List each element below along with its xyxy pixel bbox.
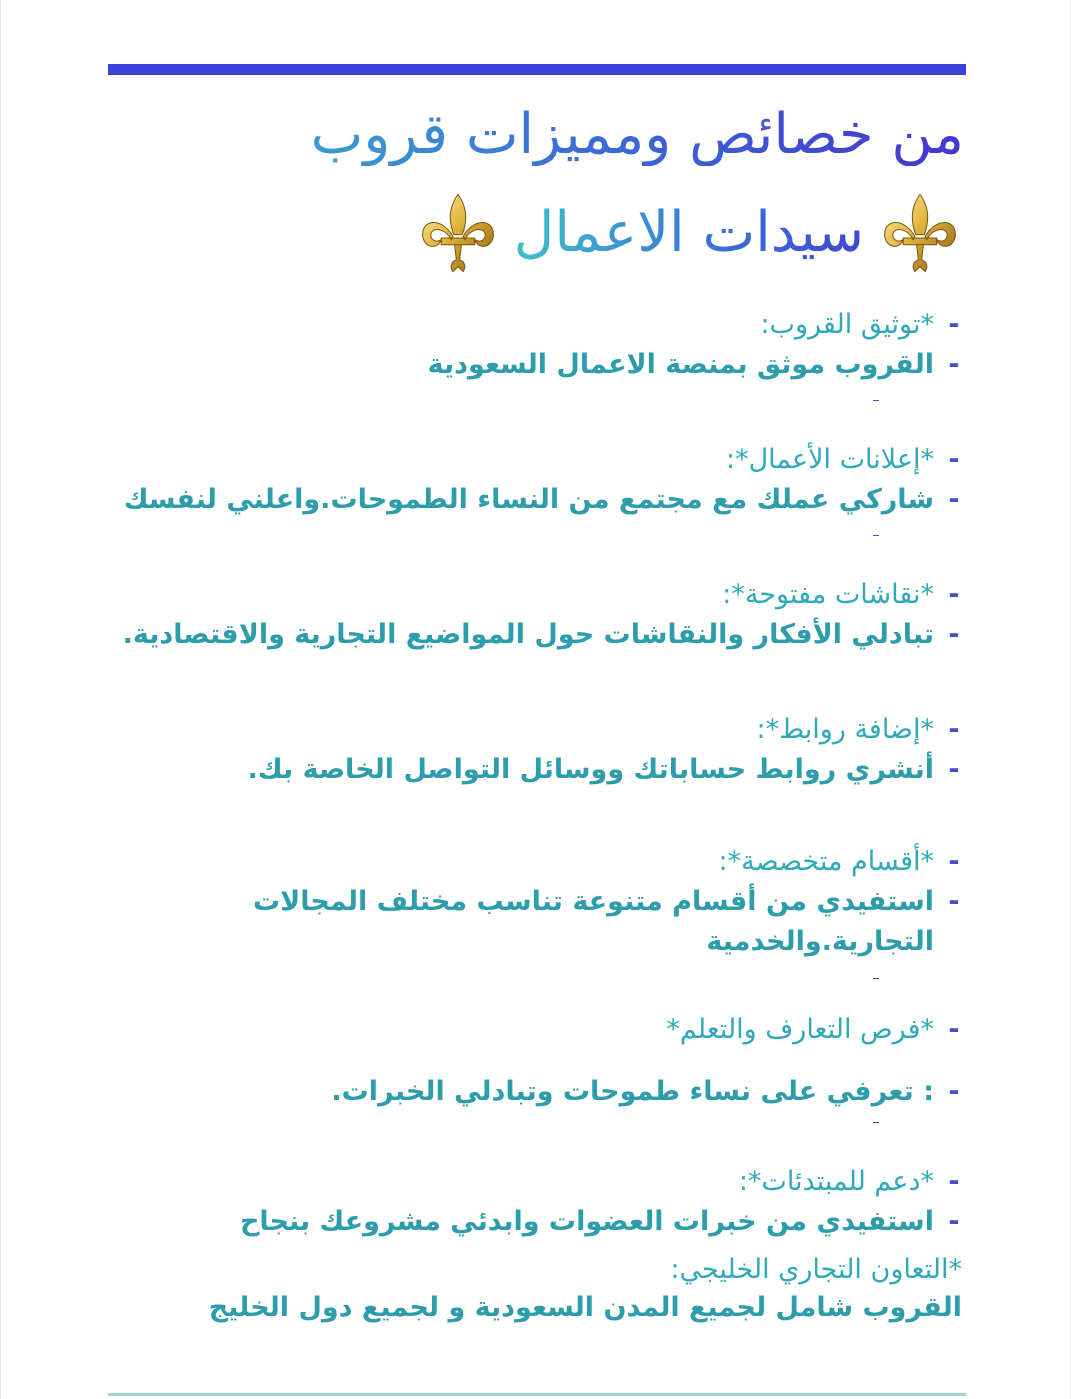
tick-mark xyxy=(873,1122,879,1123)
feature-section-7 xyxy=(104,1162,964,1242)
tick-mark xyxy=(873,978,879,979)
section-body: - استفيدي من خبرات العضوات وابدئي مشروعك بنجاح xyxy=(104,1202,964,1242)
section-body-continued: التجارية.والخدمية xyxy=(706,926,934,957)
feature-section-3 xyxy=(104,575,964,655)
bullet-dash: - xyxy=(948,846,960,877)
section-body: - استفيدي من أقسام متنوعة تناسب مختلف المجالات xyxy=(104,882,964,922)
bullet-dash: - xyxy=(948,1206,960,1237)
feature-section-1 xyxy=(104,305,964,385)
bullet-dash: - xyxy=(948,886,960,917)
bullet-dash: - xyxy=(948,754,960,785)
fleur-de-lis-icon xyxy=(416,191,500,275)
fleur-de-lis-icon xyxy=(878,191,962,275)
bullet-dash: - xyxy=(948,444,960,475)
feature-section-4 xyxy=(104,710,964,790)
top-divider xyxy=(108,64,966,75)
bullet-dash: - xyxy=(948,714,960,745)
tick-mark xyxy=(873,400,879,401)
footer-body: القروب شامل لجميع المدن السعودية و لجميع دول الخليج xyxy=(208,1292,962,1323)
section-body: - : تعرفي على نساء طموحات وتبادلي الخبرات. xyxy=(104,1072,964,1112)
page-title-line-2: سيدات الاعمال xyxy=(513,200,864,266)
bullet-dash: - xyxy=(948,1166,960,1197)
section-body: - شاركي عملك مع مجتمع من النساء الطموحات.واعلني لنفسك xyxy=(104,480,964,520)
section-heading: - *فرص التعارف والتعلم* xyxy=(104,1010,964,1050)
section-body: - تبادلي الأفكار والنقاشات حول المواضيع التجارية والاقتصادية. xyxy=(104,615,964,655)
bullet-dash: - xyxy=(948,484,960,515)
tick-mark xyxy=(873,535,879,536)
section-heading: - *أقسام متخصصة*: xyxy=(104,842,964,882)
feature-section-5 xyxy=(104,842,964,962)
bullet-dash: - xyxy=(948,579,960,610)
bullet-dash: - xyxy=(948,1076,960,1107)
page-title-line-2-row xyxy=(362,188,962,278)
section-heading: - *دعم للمبتدئات*: xyxy=(104,1162,964,1202)
page-title-line-1: من خصائص ومميزات قروب xyxy=(104,104,964,166)
bullet-dash: - xyxy=(948,1014,960,1045)
bullet-dash: - xyxy=(948,619,960,650)
footer-section xyxy=(102,1252,962,1328)
section-heading: - *إعلانات الأعمال*: xyxy=(104,440,964,480)
bullet-dash: - xyxy=(948,309,960,340)
section-heading: - *توثيق القروب: xyxy=(104,305,964,345)
feature-section-2 xyxy=(104,440,964,520)
section-body: - القروب موثق بمنصة الاعمال السعودية xyxy=(104,345,964,385)
section-heading: - *إضافة روابط*: xyxy=(104,710,964,750)
section-body: - أنشري روابط حساباتك ووسائل التواصل الخاصة بك. xyxy=(104,750,964,790)
bullet-dash: - xyxy=(948,349,960,380)
bottom-divider xyxy=(108,1393,966,1396)
section-heading: - *نقاشات مفتوحة*: xyxy=(104,575,964,615)
footer-heading: *التعاون التجاري الخليجي: xyxy=(670,1254,962,1285)
feature-section-6 xyxy=(104,1010,964,1112)
